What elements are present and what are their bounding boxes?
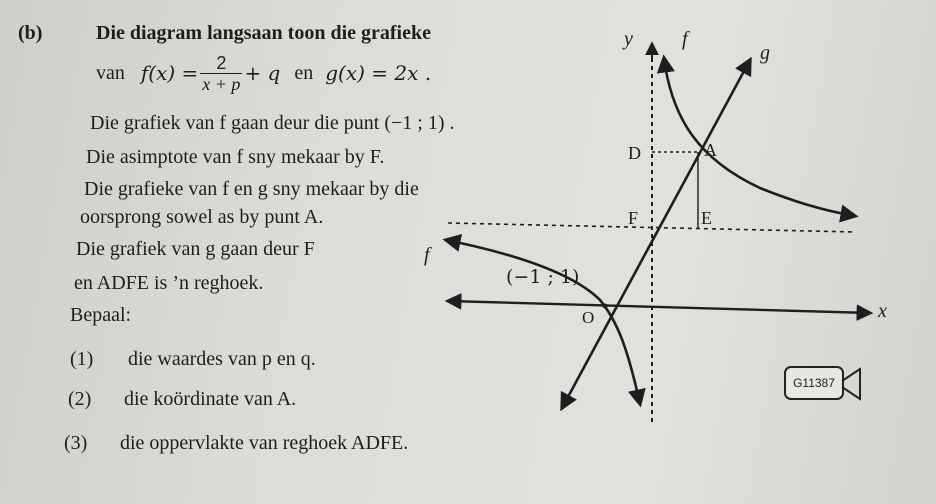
x-axis [448,301,870,313]
question-code: G11387 [793,376,835,390]
A-label: A [704,140,717,160]
D-label: D [628,143,641,163]
g-through-f-statement: Die grafiek van g gaan deur F [76,238,315,260]
item-1-number: (1) [70,348,94,370]
f-upper-label: f [682,28,688,50]
question-code-badge [784,366,844,400]
y-axis-label: y [624,28,633,50]
item-2-text: die koördinate van A. [124,388,297,410]
f-definition-lhs: f(x) = [140,61,199,85]
fraction-denominator: x + p [202,73,241,94]
f-lower-label: f [424,244,430,266]
point-statement: Die grafiek van f gaan deur die punt (−1 ; 1) . [90,112,455,134]
fraction-numerator: 2 [200,53,242,74]
origin-point [603,304,608,309]
item-2-number: (2) [68,388,92,410]
item-3-number: (3) [64,432,88,454]
rectangle-statement: en ADFE is ’n reghoek. [74,272,264,294]
g-label: g [760,42,770,64]
asymptote-statement: Die asimptote van f sny mekaar by F. [86,146,385,168]
f-upper-branch [664,58,855,216]
E-label: E [701,208,712,228]
origin-label: O [582,308,595,327]
item-3-text: die oppervlakte van reghoek ADFE. [120,432,409,454]
bepaal-heading: Bepaal: [70,304,132,326]
f-definition-tail: + q [244,61,281,85]
en-word: en [294,61,314,84]
van-word: van [96,61,125,84]
intersection-statement-1: Die grafieke van f en g sny mekaar by die [84,178,419,200]
x-axis-label: x [878,300,887,322]
intersection-statement-2: oorsprong sowel as by punt A. [80,206,324,228]
horizontal-asymptote [448,223,855,232]
point-label: (−1 ; 1) [506,266,580,288]
g-line [562,60,750,408]
intro-line: Die diagram langsaan toon die grafieke [96,22,431,44]
part-label: (b) [18,22,43,44]
f-lower-branch [446,240,640,404]
F-label: F [628,208,639,228]
g-definition: g(x) = 2x . [325,61,432,85]
item-1-text: die waardes van p en q. [128,348,316,370]
